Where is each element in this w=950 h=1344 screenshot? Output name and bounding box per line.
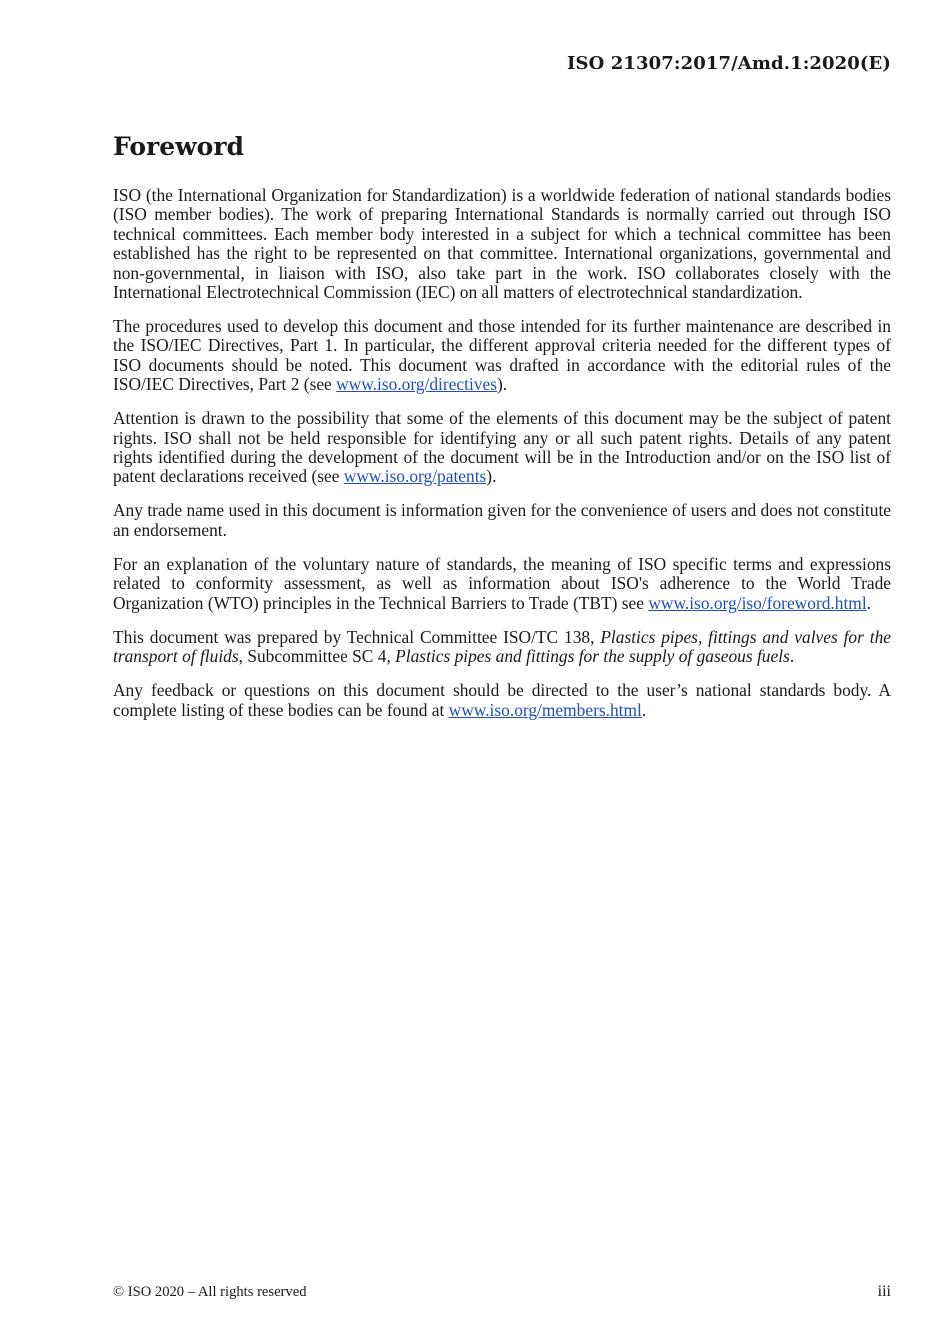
paragraph-feedback-text: Any feedback or questions on this document should be directed to the user’s national standards body. A complete listing of these bodies can be found at — [113, 680, 891, 720]
paragraph-feedback-end: . — [641, 699, 647, 720]
committee-intro: This document was prepared by Technical Committee ISO/TC 138, — [113, 626, 601, 647]
patents-link[interactable]: www.iso.org/patents — [343, 466, 487, 487]
foreword-info-link[interactable]: www.iso.org/iso/foreword.html — [648, 592, 867, 613]
subcommittee-intro: , Subcommittee SC 4, — [238, 646, 396, 667]
paragraph-patent-rights — [113, 409, 891, 487]
paragraph-committee — [113, 628, 891, 667]
paragraph-voluntary-nature-text: For an explanation of the voluntary nature of standards, the meaning of ISO specific terms and expressions related to conformity assessment, as well as information about ISO's adherence to the World Trade Organization (WTO) principles in the Technical Barriers to Trade (TBT) see — [113, 553, 891, 613]
page-title: Foreword — [113, 132, 244, 161]
paragraph-voluntary-nature-end: . — [866, 592, 872, 613]
paragraph-patent-rights-end: ). — [486, 466, 497, 487]
members-link[interactable]: www.iso.org/members.html — [448, 699, 642, 720]
paragraph-voluntary-nature — [113, 555, 891, 613]
paragraph-procedures — [113, 317, 891, 395]
paragraph-procedures-text: The procedures used to develop this document and those intended for its further maintenance are described in the ISO/IEC Directives, Part 1. In particular, the different approval criteria needed for the different types of ISO documents should be noted. This document was drafted in accordance with the editorial rules of the ISO/IEC Directives, Part 2 (see — [113, 316, 891, 395]
paragraph-feedback — [113, 681, 891, 720]
paragraph-trade-name: Any trade name used in this document is information given for the convenience of users and does not constitute an endorsement. — [113, 500, 891, 540]
foreword-body — [113, 186, 891, 735]
paragraph-iso-overview: ISO (the International Organization for Standardization) is a worldwide federation of national standards bodies (ISO member bodies). The work of preparing International Standards is normally carried out through ISO technical committees. Each member body interested in a subject for which a technical committee has been established has the right to be represented on that committee. International organizations, governmental and non-governmental, in liaison with ISO, also take part in the work. ISO collaborates closely with the International Electrotechnical Commission (IEC) on all matters of electrotechnical standardization. — [113, 185, 891, 303]
paragraph-patent-rights-text: Attention is drawn to the possibility that some of the elements of this document may be the subject of patent rights. ISO shall not be held responsible for identifying any or all such patent rights. Details of any patent rights identified during the development of the document will be in the Introduction and/or on the ISO list of patent declarations received (see — [113, 408, 891, 487]
subcommittee-title: Plastics pipes and fittings for the supply of gaseous fuels — [395, 646, 790, 667]
committee-title: Plastics pipes, fittings and valves for the transport of fluids — [113, 626, 891, 667]
paragraph-procedures-end: ). — [496, 374, 508, 395]
directives-link[interactable]: www.iso.org/directives — [336, 374, 497, 395]
paragraph-committee-end: . — [789, 646, 795, 667]
document-reference: ISO 21307:2017/Amd.1:2020(E) — [567, 53, 891, 74]
page-number: iii — [877, 1283, 891, 1300]
footer-copyright: © ISO 2020 – All rights reserved — [113, 1284, 307, 1300]
